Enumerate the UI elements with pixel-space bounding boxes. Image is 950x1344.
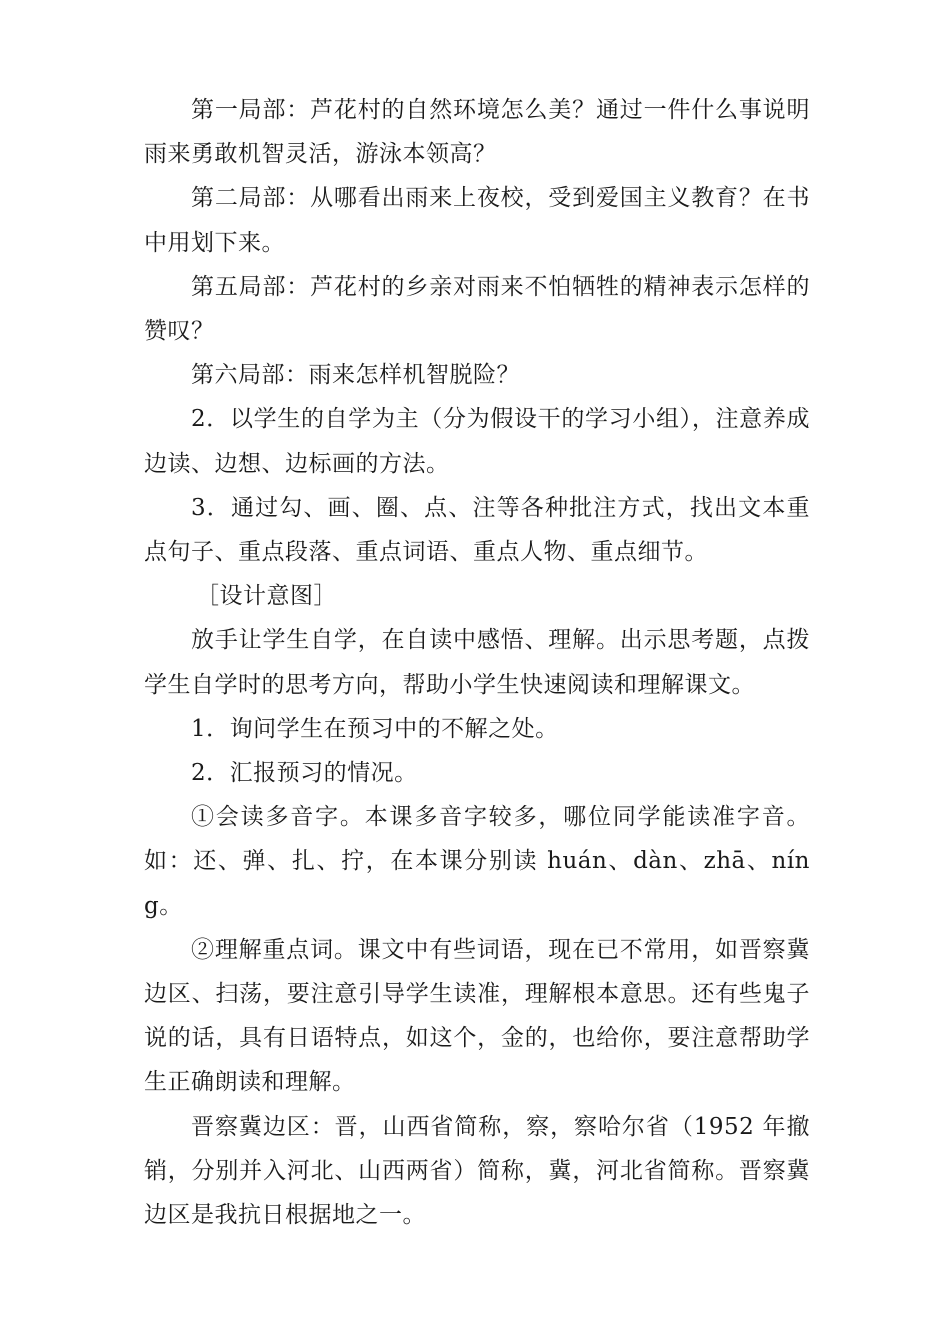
paragraph-part-five: 第五局部：芦花村的乡亲对雨来不怕牺牲的精神表示怎样的赞叹？ <box>144 273 810 345</box>
paragraph-item-3-annotation: 3．通过勾、画、圈、点、注等各种批注方式，找出文本重点句子、重点段落、重点词语、重点人物、重点细节。 <box>144 494 810 566</box>
paragraph-key-words: ②理解重点词。课文中有些词语，现在已不常用，如晋察冀边区、扫荡，要注意引导学生读准，理解根本意思。还有些鬼子说的话，具有日语特点，如这个，金的，也给你，要注意帮助学生正确朗读和理解。 <box>144 936 810 1096</box>
document-body <box>144 88 810 1237</box>
paragraph-item-1-questions: 1．询问学生在预习中的不解之处。 <box>191 715 559 742</box>
paragraph-part-one: 第一局部：芦花村的自然环境怎么美？通过一件什么事说明雨来勇敢机智灵活，游泳本领高？ <box>144 97 810 168</box>
design-intent-heading: ［设计意图］ <box>196 583 337 610</box>
paragraph-part-two: 第二局部：从哪看出雨来上夜校，受到爱国主义教育？在书中用划下来。 <box>144 185 810 256</box>
paragraph-polyphonic-chars: ①会读多音字。本课多音字较多，哪位同学能读准字音。如：还、弹、扎、拧，在本课分别读 huán、dàn、zhā、níng。 <box>144 804 810 919</box>
paragraph-part-six: 第六局部：雨来怎样机智脱险？ <box>191 362 520 389</box>
paragraph-item-2-report: 2．汇报预习的情况。 <box>191 760 418 787</box>
paragraph-design-intent: 放手让学生自学，在自读中感悟、理解。出示思考题，点拨学生自学时的思考方向，帮助小学生快速阅读和理解课文。 <box>144 627 810 698</box>
paragraph-item-2-self-study: 2．以学生的自学为主（分为假设干的学习小组），注意养成边读、边想、边标画的方法。 <box>144 406 810 477</box>
paragraph-jinchaji-definition: 晋察冀边区：晋，山西省简称，察，察哈尔省（1952 年撤销，分别并入河北、山西两省）简称，冀，河北省简称。晋察冀边区是我抗日根据地之一。 <box>144 1113 810 1229</box>
